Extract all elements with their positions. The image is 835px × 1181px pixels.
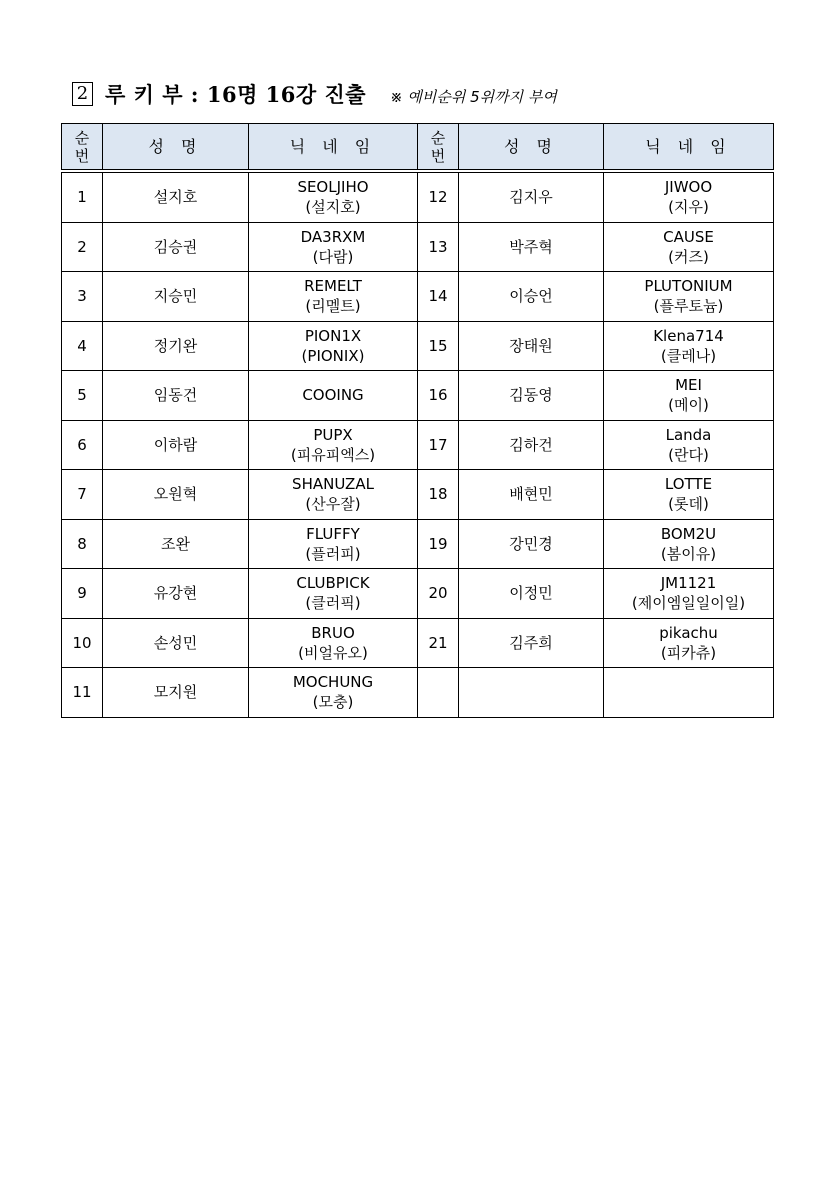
header-name-right: 성 명 — [459, 124, 604, 170]
rank-cell: 5 — [62, 371, 103, 421]
table-row — [62, 321, 774, 371]
nickname-cell — [604, 272, 774, 322]
rank-cell: 19 — [418, 519, 459, 569]
rank-cell: 3 — [62, 272, 103, 322]
player-name-cell: 김승권 — [103, 222, 249, 272]
nickname-cell — [604, 371, 774, 421]
rank-cell: 7 — [62, 470, 103, 520]
player-name-cell: 이정민 — [459, 569, 604, 619]
rank-cell: 17 — [418, 420, 459, 470]
nickname-cell — [604, 173, 774, 223]
table-row — [62, 668, 774, 718]
nickname-korean-text: (지우) — [668, 198, 709, 217]
nickname-text: Landa — [665, 425, 712, 444]
nickname-text: Klena714 — [653, 326, 724, 345]
table-row — [62, 519, 774, 569]
nickname-cell — [249, 173, 418, 223]
player-name-cell: 손성민 — [103, 618, 249, 668]
table-row — [62, 371, 774, 421]
rank-cell: 16 — [418, 371, 459, 421]
player-name-cell: 모지원 — [103, 668, 249, 718]
nickname-cell — [604, 470, 774, 520]
nickname-text: pikachu — [659, 623, 718, 642]
player-name-cell: 오원혁 — [103, 470, 249, 520]
nickname-korean-text: (플루토늄) — [653, 297, 724, 316]
rank-cell — [418, 668, 459, 718]
rank-cell: 8 — [62, 519, 103, 569]
nickname-text: SEOLJIHO — [297, 178, 369, 197]
nickname-cell — [249, 569, 418, 619]
section-number-box: 2 — [72, 82, 93, 106]
nickname-korean-text: (비얼유오) — [298, 643, 368, 662]
header-nickname-right: 닉 네 임 — [604, 124, 774, 170]
player-name-cell — [459, 668, 604, 718]
nickname-cell — [604, 618, 774, 668]
section-title: 루 키 부 : 16명 16강 진출 — [105, 82, 367, 107]
nickname-cell — [604, 668, 774, 718]
nickname-korean-text: (롯데) — [668, 495, 709, 514]
nickname-korean-text: (모충) — [312, 693, 354, 712]
header-name-left: 성 명 — [103, 124, 249, 170]
nickname-text: FLUFFY — [306, 524, 360, 543]
nickname-korean-text: (클러픽) — [305, 594, 361, 613]
rank-cell: 13 — [418, 222, 459, 272]
player-name-cell: 임동건 — [103, 371, 249, 421]
nickname-korean-text: (설지호) — [305, 198, 361, 217]
player-name-cell: 강민경 — [459, 519, 604, 569]
nickname-cell — [249, 519, 418, 569]
header-no-right: 순 번 — [418, 124, 459, 170]
rank-cell: 21 — [418, 618, 459, 668]
nickname-cell — [249, 371, 418, 421]
table-row — [62, 173, 774, 223]
nickname-text: DA3RXM — [300, 227, 366, 246]
nickname-text: PUPX — [313, 425, 353, 444]
nickname-cell — [604, 321, 774, 371]
nickname-text: MEI — [675, 376, 702, 395]
section-heading — [72, 76, 557, 112]
nickname-cell — [604, 222, 774, 272]
nickname-cell — [249, 222, 418, 272]
player-name-cell: 설지호 — [103, 173, 249, 223]
rank-cell: 18 — [418, 470, 459, 520]
nickname-cell — [249, 668, 418, 718]
nickname-korean-text: (커즈) — [668, 247, 709, 266]
nickname-korean-text: (메이) — [668, 396, 709, 415]
rank-cell: 11 — [62, 668, 103, 718]
nickname-text: BOM2U — [660, 524, 717, 543]
nickname-korean-text: (피카츄) — [660, 643, 717, 662]
nickname-cell — [249, 272, 418, 322]
player-name-cell: 지승민 — [103, 272, 249, 322]
nickname-text: PION1X — [304, 326, 362, 345]
nickname-cell — [604, 569, 774, 619]
player-name-cell: 이승언 — [459, 272, 604, 322]
table-header-row — [62, 124, 774, 170]
table-row — [62, 272, 774, 322]
nickname-text: LOTTE — [664, 475, 713, 494]
nickname-korean-text: (피유피엑스) — [290, 445, 376, 464]
rank-cell: 4 — [62, 321, 103, 371]
table-row — [62, 470, 774, 520]
nickname-text: REMELT — [304, 277, 362, 296]
player-name-cell: 박주혁 — [459, 222, 604, 272]
player-name-cell: 유강현 — [103, 569, 249, 619]
player-name-cell: 정기완 — [103, 321, 249, 371]
nickname-text: BRUO — [311, 623, 355, 642]
header-no-left: 순 번 — [62, 124, 103, 170]
table-row — [62, 420, 774, 470]
rank-cell: 15 — [418, 321, 459, 371]
roster-body — [62, 173, 774, 718]
nickname-korean-text: (리멜트) — [305, 297, 361, 316]
rank-cell: 1 — [62, 173, 103, 223]
table-row — [62, 569, 774, 619]
nickname-text: MOCHUNG — [292, 673, 374, 692]
nickname-text: PLUTONIUM — [644, 277, 733, 296]
nickname-cell — [604, 420, 774, 470]
rank-cell: 10 — [62, 618, 103, 668]
nickname-cell — [249, 420, 418, 470]
nickname-cell — [249, 321, 418, 371]
rank-cell: 2 — [62, 222, 103, 272]
player-name-cell: 김하건 — [459, 420, 604, 470]
player-name-cell: 장태원 — [459, 321, 604, 371]
player-name-cell: 김주희 — [459, 618, 604, 668]
rank-cell: 20 — [418, 569, 459, 619]
nickname-korean-text: (봄이유) — [660, 544, 717, 563]
section-note: ※ 예비순위 5위까지 부여 — [390, 87, 557, 106]
player-name-cell: 김지우 — [459, 173, 604, 223]
nickname-text: CAUSE — [663, 227, 714, 246]
nickname-text: JM1121 — [660, 574, 717, 593]
player-name-cell: 이하람 — [103, 420, 249, 470]
nickname-text: CLUBPICK — [296, 574, 370, 593]
nickname-text: COOING — [302, 386, 364, 405]
player-name-cell: 조완 — [103, 519, 249, 569]
nickname-korean-text: (제이엠일일이일) — [631, 594, 746, 613]
rank-cell: 6 — [62, 420, 103, 470]
nickname-korean-text: (산우잘) — [305, 495, 361, 514]
player-name-cell: 김동영 — [459, 371, 604, 421]
nickname-cell — [249, 470, 418, 520]
table-row — [62, 618, 774, 668]
nickname-cell — [249, 618, 418, 668]
roster-table — [61, 123, 774, 718]
rank-cell: 14 — [418, 272, 459, 322]
rank-cell: 9 — [62, 569, 103, 619]
rank-cell: 12 — [418, 173, 459, 223]
nickname-korean-text: (PIONIX) — [301, 346, 365, 365]
nickname-korean-text: (클레나) — [660, 346, 717, 365]
nickname-korean-text: (플러피) — [305, 544, 361, 563]
nickname-korean-text: (란다) — [668, 445, 709, 464]
nickname-cell — [604, 519, 774, 569]
nickname-text: JIWOO — [664, 178, 713, 197]
player-name-cell: 배현민 — [459, 470, 604, 520]
table-row — [62, 222, 774, 272]
nickname-korean-text: (다람) — [312, 247, 354, 266]
nickname-text: SHANUZAL — [292, 475, 374, 494]
header-nickname-left: 닉 네 임 — [249, 124, 418, 170]
